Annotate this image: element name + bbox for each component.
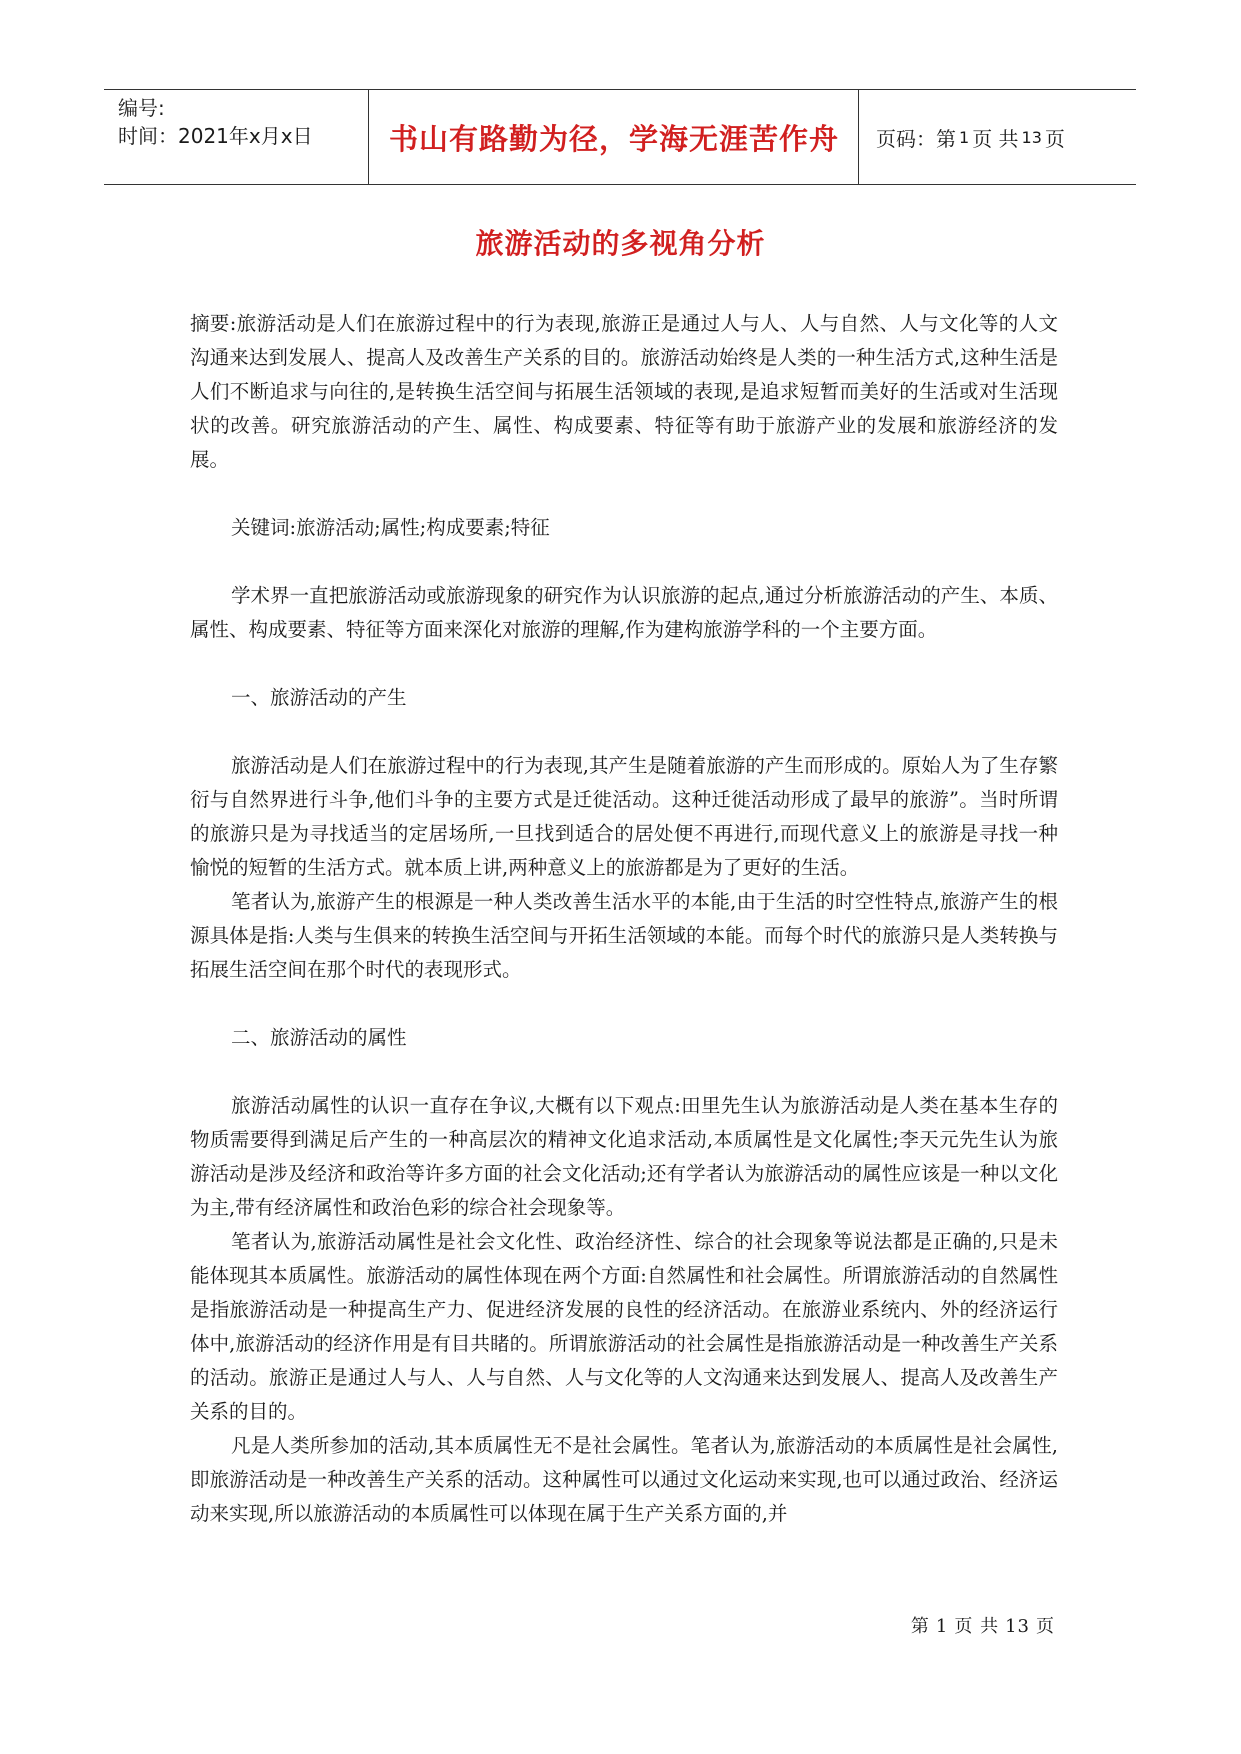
document-body bbox=[190, 307, 1058, 1531]
body-paragraph: 凡是人类所参加的活动,其本质属性无不是社会属性。笔者认为,旅游活动的本质属性是社会属性,即旅游活动是一种改善生产关系的活动。这种属性可以通过文化运动来实现,也可以通过政治、经济运动来实现,所以旅游活动的本质属性可以体现在属于生产关系方面的,并 bbox=[190, 1434, 1058, 1525]
page-prefix: 页码：第 bbox=[876, 126, 956, 151]
keywords-paragraph: 关键词:旅游活动;属性;构成要素;特征 bbox=[231, 516, 550, 539]
footer-current: 1 bbox=[935, 1616, 949, 1637]
header-divider bbox=[858, 90, 859, 184]
header-page-info bbox=[860, 90, 1136, 184]
intro-paragraph: 学术界一直把旅游活动或旅游现象的研究作为认识旅游的起点,通过分析旅游活动的产生、本质、属性、构成要素、特征等方面来深化对旅游的理解,作为建构旅游学科的一个主要方面。 bbox=[190, 584, 1058, 641]
section-heading: 二、旅游活动的属性 bbox=[231, 1026, 407, 1049]
header-table bbox=[104, 89, 1136, 185]
document-time-label: 时间：2021年x月x日 bbox=[118, 124, 313, 148]
header-motto: 书山有路勤为径，学海无涯苦作舟 bbox=[388, 121, 839, 156]
page-mid: 页 共 bbox=[972, 126, 1019, 151]
body-paragraph: 旅游活动是人们在旅游过程中的行为表现,其产生是随着旅游的产生而形成的。原始人为了生存繁衍与自然界进行斗争,他们斗争的主要方式是迁徙活动。这种迁徙活动形成了最早的旅游”。当时所谓的旅游只是为寻找适当的定居场所,一旦找到适合的居处便不再进行,而现代意义上的旅游是寻找一种愉悦的短暂的生活方式。就本质上讲,两种意义上的旅游都是为了更好的生活。 bbox=[190, 754, 1058, 879]
document-number-label: 编号: bbox=[118, 96, 165, 120]
body-paragraph: 笔者认为,旅游产生的根源是一种人类改善生活水平的本能,由于生活的时空性特点,旅游产生的根源具体是指:人类与生俱来的转换生活空间与开拓生活领域的本能。而每个时代的旅游只是人类转换与拓展生活空间在那个时代的表现形式。 bbox=[190, 890, 1058, 981]
page-total: 13 bbox=[1021, 127, 1042, 147]
abstract-paragraph: 摘要:旅游活动是人们在旅游过程中的行为表现,旅游正是通过人与人、人与自然、人与文化等的人文沟通来达到发展人、提高人及改善生产关系的目的。旅游活动始终是人类的一种生活方式,这种生活是人们不断追求与向往的,是转换生活空间与拓展生活领域的表现,是追求短暂而美好的生活或对生活现状的改善。研究旅游活动的产生、属性、构成要素、特征等有助于旅游产业的发展和旅游经济的发展。 bbox=[190, 312, 1058, 471]
body-paragraph: 旅游活动属性的认识一直存在争议,大概有以下观点:田里先生认为旅游活动是人类在基本生存的物质需要得到满足后产生的一种高层次的精神文化追求活动,本质属性是文化属性;李天元先生认为旅游活动是涉及经济和政治等许多方面的社会文化活动;还有学者认为旅游活动的属性应该是一种以文化为主,带有经济属性和政治色彩的综合社会现象等。 bbox=[190, 1094, 1058, 1219]
header-divider bbox=[368, 90, 369, 184]
footer-suffix: 页 bbox=[1036, 1616, 1055, 1637]
section-heading: 一、旅游活动的产生 bbox=[231, 686, 407, 709]
document-title: 旅游活动的多视角分析 bbox=[475, 227, 766, 260]
footer-total: 13 bbox=[1005, 1616, 1030, 1637]
body-paragraph: 笔者认为,旅游活动属性是社会文化性、政治经济性、综合的社会现象等说法都是正确的,只是未能体现其本质属性。旅游活动的属性体现在两个方面:自然属性和社会属性。所谓旅游活动的自然属性是指旅游活动是一种提高生产力、促进经济发展的良性的经济活动。在旅游业系统内、外的经济运行体中,旅游活动的经济作用是有目共睹的。所谓旅游活动的社会属性是指旅游活动是一种改善生产关系的活动。旅游正是通过人与人、人与自然、人与文化等的人文沟通来达到发展人、提高人及改善生产关系的目的。 bbox=[190, 1230, 1058, 1423]
footer-mid: 页 共 bbox=[954, 1616, 1000, 1637]
header-meta bbox=[118, 94, 363, 150]
page-current: 1 bbox=[959, 127, 970, 147]
page-footer bbox=[911, 1612, 1055, 1638]
footer-prefix: 第 bbox=[910, 1616, 930, 1637]
page-suffix: 页 bbox=[1044, 126, 1065, 151]
